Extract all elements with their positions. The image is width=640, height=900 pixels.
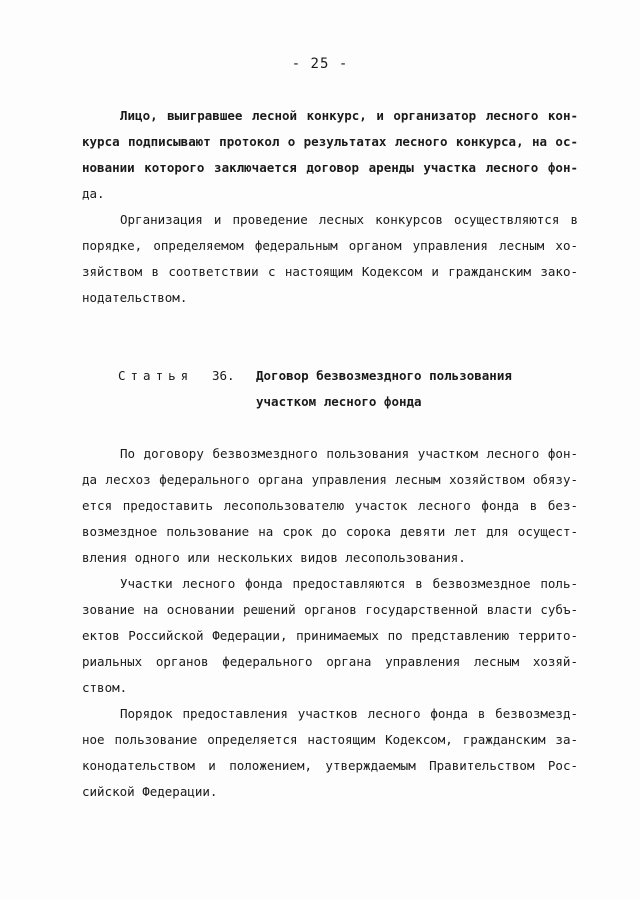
article-title-line-2: участком лесного фонда — [256, 394, 422, 409]
text-line: ется предоставить лесопользователю участок лесного фонда в без- — [82, 498, 578, 513]
text-line: возмездное пользование на срок до сорока девяти лет для осущест- — [82, 524, 578, 539]
text-line: порядке, определяемом федеральным органом управления лесным хо- — [82, 238, 578, 253]
text-line: да лесхоз федерального органа управления лесным хозяйством обязу- — [82, 472, 578, 487]
text-line: ное пользование определяется настоящим Кодексом, гражданским за- — [82, 732, 578, 747]
text-line: зяйством в соответствии с настоящим Кодексом и гражданским зако- — [82, 264, 578, 279]
text-line: сийской Федерации. — [82, 784, 218, 799]
page-number: - 25 - — [291, 56, 349, 72]
text-line: вления одного или нескольких видов лесопользования. — [82, 550, 466, 565]
text-line: нодательством. — [82, 290, 188, 305]
text-line: Организация и проведение лесных конкурсов осуществляются в — [120, 212, 578, 227]
text-line: конодательством и положением, утверждаемым Правительством Рос- — [82, 758, 578, 773]
text-line: курса подписывают протокол о результатах лесного конкурса, на ос- — [82, 134, 578, 149]
text-line: Порядок предоставления участков лесного фонда в безвозмезд- — [120, 706, 578, 721]
text-line: По договору безвозмездного пользования участком лесного фон- — [120, 446, 578, 461]
article-number: 36. — [212, 368, 235, 383]
article-title-line-1: Договор безвозмездного пользования — [256, 368, 512, 383]
text-line: Участки лесного фонда предоставляются в безвозмездное поль- — [120, 576, 578, 591]
text-line: Лицо, выигравшее лесной конкурс, и организатор лесного кон- — [120, 108, 578, 123]
text-line: ством. — [82, 680, 128, 695]
article-label: Статья — [118, 368, 194, 383]
text-line: да. — [82, 186, 105, 201]
text-line: ектов Российской Федерации, принимаемых по представлению террито- — [82, 628, 578, 643]
text-line: новании которого заключается договор аренды участка лесного фон- — [82, 160, 578, 175]
text-line: зование на основании решений органов государственной власти субъ- — [82, 602, 578, 617]
text-line: риальных органов федерального органа управления лесным хозяй- — [82, 654, 578, 669]
